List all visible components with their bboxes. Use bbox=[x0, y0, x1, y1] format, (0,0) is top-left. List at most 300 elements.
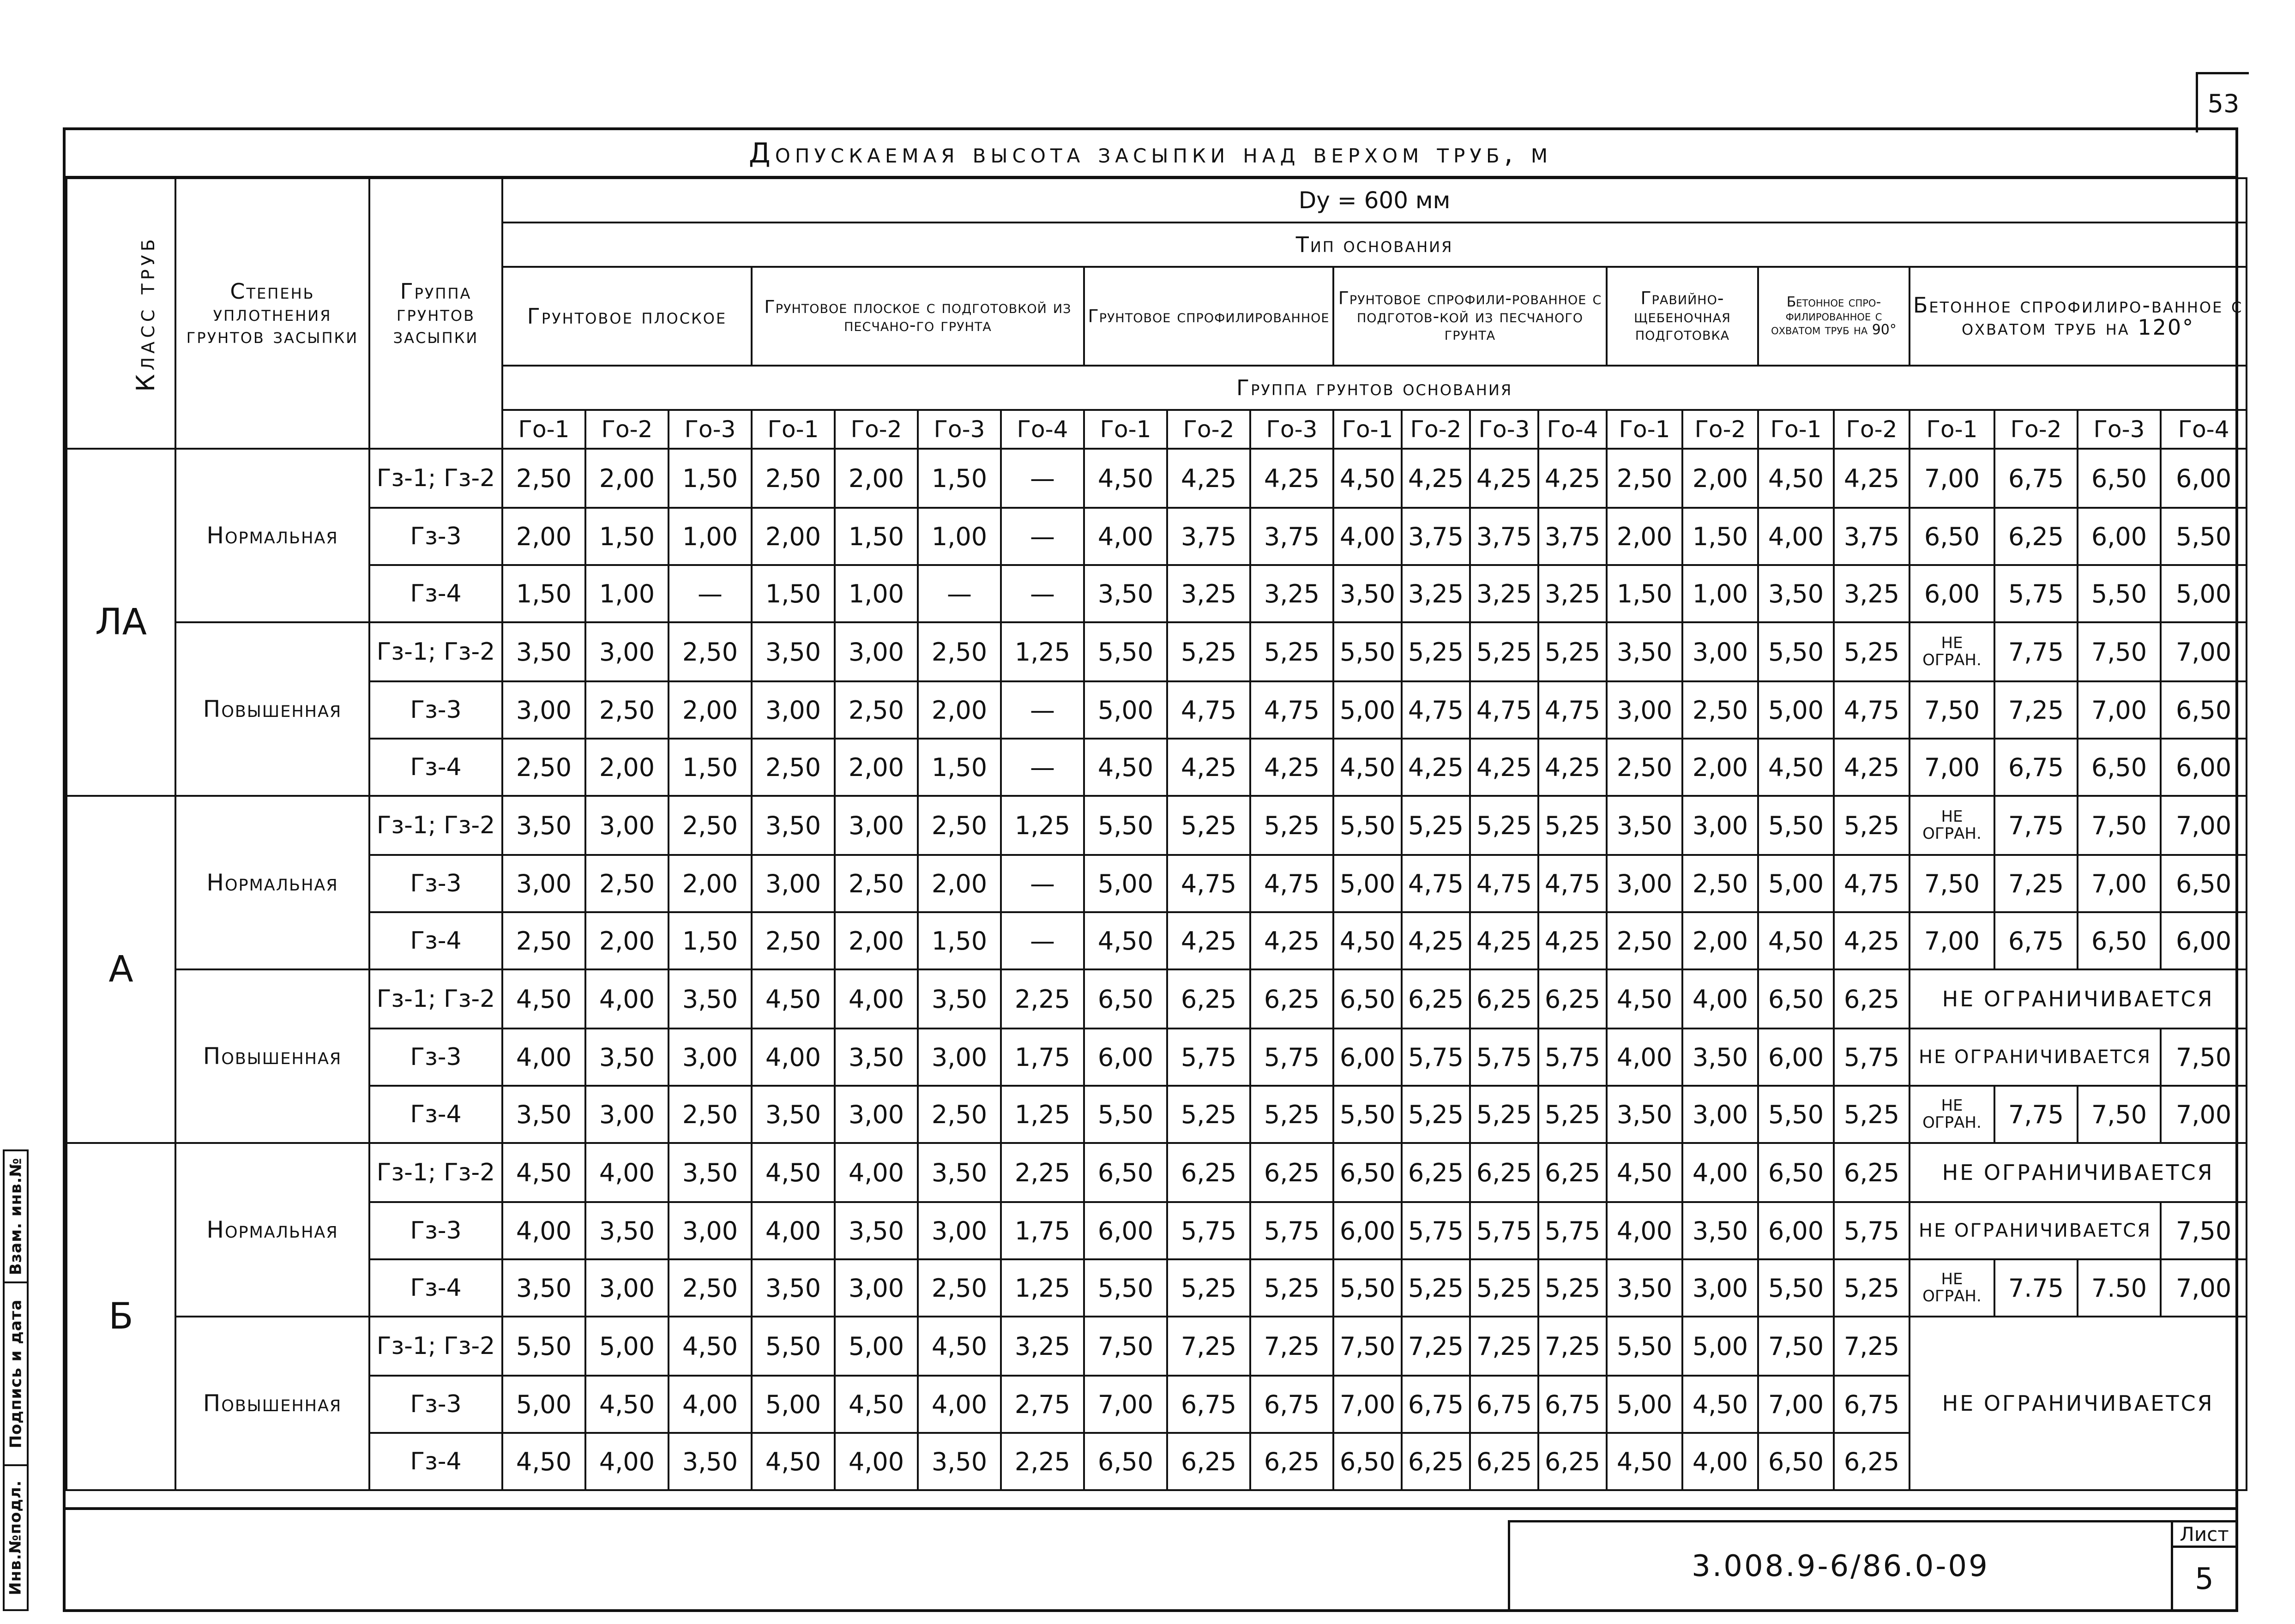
value-cell: 6,25 bbox=[1538, 969, 1607, 1029]
value-cell: 2,50 bbox=[752, 449, 835, 508]
value-cell: 3,00 bbox=[835, 1086, 918, 1143]
value-cell: — bbox=[1001, 912, 1084, 969]
value-cell: 2,50 bbox=[918, 622, 1001, 681]
pipe-class-3: Б bbox=[66, 1143, 175, 1490]
value-cell: 5,75 bbox=[1167, 1029, 1250, 1086]
value-cell: 2,25 bbox=[1001, 969, 1084, 1029]
value-cell: НЕ ОГРАН. bbox=[1909, 1259, 1994, 1317]
compaction-degree: Повышенная bbox=[175, 622, 369, 796]
value-cell: 5,50 bbox=[1333, 1259, 1402, 1317]
value-cell: 1,00 bbox=[1682, 565, 1758, 622]
value-cell: 3,50 bbox=[669, 1143, 752, 1202]
value-cell: 4,00 bbox=[1084, 508, 1167, 565]
value-cell: 5,50 bbox=[2078, 565, 2161, 622]
subheader-col-1: Го-1 bbox=[502, 410, 585, 449]
value-cell: 7,25 bbox=[1402, 1317, 1470, 1376]
value-cell: 4,00 bbox=[585, 1143, 669, 1202]
value-cell: — bbox=[1001, 565, 1084, 622]
value-cell: 5,50 bbox=[1084, 796, 1167, 855]
value-cell: 1,25 bbox=[1001, 1259, 1084, 1317]
value-cell: 5,00 bbox=[1084, 855, 1167, 912]
value-cell: 1,50 bbox=[752, 565, 835, 622]
value-cell: 5,25 bbox=[1167, 622, 1250, 681]
value-cell: 5,75 bbox=[1470, 1202, 1538, 1259]
not-limited-cell: НЕ ОГРАНИЧИВАЕТСЯ bbox=[1909, 1029, 2161, 1086]
value-cell: 4,00 bbox=[585, 969, 669, 1029]
value-cell: 2,50 bbox=[918, 1086, 1001, 1143]
value-cell: 4,25 bbox=[1538, 912, 1607, 969]
value-cell: 7,75 bbox=[1994, 796, 2078, 855]
value-cell: 4,50 bbox=[502, 1433, 585, 1490]
value-cell: 2,50 bbox=[585, 855, 669, 912]
value-cell: 2,00 bbox=[1682, 449, 1758, 508]
value-cell: 3,50 bbox=[918, 1143, 1001, 1202]
subheader-col-5: Го-2 bbox=[835, 410, 918, 449]
value-cell: 2,50 bbox=[1682, 681, 1758, 739]
value-cell: 4,25 bbox=[1250, 449, 1333, 508]
value-cell: 4,00 bbox=[1682, 1143, 1758, 1202]
value-cell: 5,75 bbox=[1834, 1202, 1909, 1259]
value-cell: 4,25 bbox=[1167, 739, 1250, 796]
value-cell: 5,75 bbox=[1994, 565, 2078, 622]
value-cell: 6,50 bbox=[1758, 1143, 1834, 1202]
value-cell: 3,50 bbox=[752, 622, 835, 681]
value-cell: 2,50 bbox=[835, 855, 918, 912]
value-cell: НЕ ОГРАН. bbox=[1909, 1086, 1994, 1143]
header-compaction: Степень уплотнения грунтов засыпки bbox=[175, 178, 369, 449]
value-cell: 3,00 bbox=[585, 622, 669, 681]
value-cell: 2,50 bbox=[669, 1259, 752, 1317]
header-base-type-7: Бетонное спрофилиро-ванное с охватом труб на 120° bbox=[1909, 267, 2247, 366]
value-cell: 2,00 bbox=[918, 855, 1001, 912]
value-cell: 4,00 bbox=[1607, 1202, 1682, 1259]
value-cell: 6,50 bbox=[1909, 508, 1994, 565]
value-cell: 4,00 bbox=[1758, 508, 1834, 565]
value-cell: 2,00 bbox=[669, 855, 752, 912]
value-cell: 4,50 bbox=[1682, 1376, 1758, 1433]
value-cell: 7,50 bbox=[1909, 855, 1994, 912]
subheader-col-6: Го-3 bbox=[918, 410, 1001, 449]
value-cell: 6,50 bbox=[1758, 969, 1834, 1029]
value-cell: 5,75 bbox=[1167, 1202, 1250, 1259]
value-cell: 4,00 bbox=[502, 1202, 585, 1259]
subheader-col-20: Го-2 bbox=[1994, 410, 2078, 449]
value-cell: 4,50 bbox=[585, 1376, 669, 1433]
value-cell: 4,75 bbox=[1402, 855, 1470, 912]
backfill-group: Гз-3 bbox=[369, 855, 502, 912]
value-cell: 5,75 bbox=[1834, 1029, 1909, 1086]
backfill-group: Гз-1; Гз-2 bbox=[369, 449, 502, 508]
value-cell: 1,50 bbox=[502, 565, 585, 622]
value-cell: 1,75 bbox=[1001, 1202, 1084, 1259]
value-cell: 3,50 bbox=[1607, 1259, 1682, 1317]
value-cell: 5,25 bbox=[1250, 622, 1333, 681]
value-cell: 6,25 bbox=[1402, 1433, 1470, 1490]
value-cell: 5,25 bbox=[1834, 622, 1909, 681]
value-cell: 2,00 bbox=[918, 681, 1001, 739]
value-cell: 1,50 bbox=[1682, 508, 1758, 565]
value-cell: 5,25 bbox=[1167, 1086, 1250, 1143]
value-cell: 3,00 bbox=[669, 1202, 752, 1259]
value-cell: 2,50 bbox=[1607, 912, 1682, 969]
value-cell: 7,00 bbox=[2161, 1259, 2247, 1317]
value-cell: 6,00 bbox=[2161, 739, 2247, 796]
backfill-height-table bbox=[66, 177, 2247, 1491]
pipe-class-1: ЛА bbox=[66, 449, 175, 796]
value-cell: 7,75 bbox=[1994, 1086, 2078, 1143]
value-cell: 6,50 bbox=[1084, 1433, 1167, 1490]
value-cell: 3,00 bbox=[918, 1029, 1001, 1086]
value-cell: 5,25 bbox=[1538, 1259, 1607, 1317]
value-cell: 6,50 bbox=[2161, 855, 2247, 912]
header-dy: Dу = 600 мм bbox=[502, 178, 2247, 223]
value-cell: 5,75 bbox=[1470, 1029, 1538, 1086]
value-cell: 3,50 bbox=[1607, 1086, 1682, 1143]
value-cell: 4,25 bbox=[1538, 449, 1607, 508]
value-cell: 1,50 bbox=[1607, 565, 1682, 622]
compaction-degree: Повышенная bbox=[175, 969, 369, 1143]
value-cell: 7,50 bbox=[2161, 1029, 2247, 1086]
stamp-signature-date: Подпись и дата bbox=[3, 1281, 29, 1466]
value-cell: 1,25 bbox=[1001, 1086, 1084, 1143]
value-cell: 6,75 bbox=[1538, 1376, 1607, 1433]
value-cell: 2,00 bbox=[835, 912, 918, 969]
value-cell: 3,50 bbox=[502, 1259, 585, 1317]
table-title: Допускаемая высота засыпки над верхом труб, м bbox=[66, 130, 2235, 178]
value-cell: — bbox=[669, 565, 752, 622]
subheader-col-17: Го-1 bbox=[1758, 410, 1834, 449]
value-cell: 6,25 bbox=[1250, 1433, 1333, 1490]
value-cell: 3,00 bbox=[502, 681, 585, 739]
value-cell: 3,25 bbox=[1402, 565, 1470, 622]
backfill-group: Гз-3 bbox=[369, 681, 502, 739]
value-cell: 3,75 bbox=[1470, 508, 1538, 565]
value-cell: 4,00 bbox=[1682, 1433, 1758, 1490]
not-limited-cell: НЕ ОГРАНИЧИВАЕТСЯ bbox=[1909, 1143, 2247, 1202]
value-cell: 7,75 bbox=[1994, 622, 2078, 681]
value-cell: 4,50 bbox=[1333, 912, 1402, 969]
value-cell: 5,75 bbox=[1538, 1029, 1607, 1086]
value-cell: 7.50 bbox=[2078, 1259, 2161, 1317]
value-cell: 5,25 bbox=[1402, 622, 1470, 681]
value-cell: 2,00 bbox=[835, 739, 918, 796]
value-cell: 5,75 bbox=[1250, 1202, 1333, 1259]
value-cell: 3,50 bbox=[752, 1086, 835, 1143]
value-cell: 7,00 bbox=[2161, 796, 2247, 855]
value-cell: 7,50 bbox=[2078, 1086, 2161, 1143]
backfill-group: Гз-1; Гз-2 bbox=[369, 622, 502, 681]
value-cell: 5,75 bbox=[1402, 1029, 1470, 1086]
backfill-group: Гз-4 bbox=[369, 1433, 502, 1490]
value-cell: 6,25 bbox=[1834, 1433, 1909, 1490]
value-cell: 5,25 bbox=[1402, 1086, 1470, 1143]
value-cell: 6,25 bbox=[1538, 1433, 1607, 1490]
value-cell: 1,25 bbox=[1001, 796, 1084, 855]
value-cell: 4,25 bbox=[1470, 739, 1538, 796]
value-cell: 2,25 bbox=[1001, 1433, 1084, 1490]
value-cell: 3,00 bbox=[1607, 681, 1682, 739]
value-cell: 5,00 bbox=[2161, 565, 2247, 622]
value-cell: 3,50 bbox=[585, 1202, 669, 1259]
value-cell: 6,25 bbox=[1402, 969, 1470, 1029]
value-cell: 4,25 bbox=[1834, 912, 1909, 969]
subheader-col-4: Го-1 bbox=[752, 410, 835, 449]
value-cell: 4,75 bbox=[1538, 855, 1607, 912]
value-cell: 6,50 bbox=[2078, 912, 2161, 969]
value-cell: 4,50 bbox=[1607, 1143, 1682, 1202]
value-cell: 4,50 bbox=[1084, 449, 1167, 508]
value-cell: 3,25 bbox=[1167, 565, 1250, 622]
header-base-type-5: Гравийно-щебеночная подготовка bbox=[1607, 267, 1758, 366]
value-cell: 3,00 bbox=[585, 1086, 669, 1143]
value-cell: 4,50 bbox=[502, 969, 585, 1029]
value-cell: 6,25 bbox=[1402, 1143, 1470, 1202]
value-cell: 6,00 bbox=[1084, 1202, 1167, 1259]
value-cell: 5,50 bbox=[1758, 796, 1834, 855]
value-cell: 5,25 bbox=[1250, 1086, 1333, 1143]
value-cell: 4,00 bbox=[752, 1202, 835, 1259]
value-cell: 5,50 bbox=[1758, 1259, 1834, 1317]
value-cell: 5,25 bbox=[1470, 796, 1538, 855]
value-cell: 7,50 bbox=[1084, 1317, 1167, 1376]
value-cell: 5,75 bbox=[1402, 1202, 1470, 1259]
value-cell: 4,50 bbox=[1607, 969, 1682, 1029]
value-cell: 3,00 bbox=[585, 1259, 669, 1317]
backfill-group: Гз-3 bbox=[369, 508, 502, 565]
value-cell: 5,25 bbox=[1402, 1259, 1470, 1317]
value-cell: 4,50 bbox=[752, 1433, 835, 1490]
value-cell: 6,75 bbox=[1402, 1376, 1470, 1433]
header-base-type-6: Бетонное спро-филированное с охватом труб на 90° bbox=[1758, 267, 1909, 366]
value-cell: 3,50 bbox=[752, 796, 835, 855]
value-cell: 6,25 bbox=[1834, 1143, 1909, 1202]
value-cell: 2,75 bbox=[1001, 1376, 1084, 1433]
value-cell: 2,00 bbox=[752, 508, 835, 565]
value-cell: 7,50 bbox=[2161, 1202, 2247, 1259]
value-cell: 5,75 bbox=[1538, 1202, 1607, 1259]
value-cell: 5,75 bbox=[1250, 1029, 1333, 1086]
header-pipe-class bbox=[66, 178, 175, 449]
backfill-group: Гз-1; Гз-2 bbox=[369, 1317, 502, 1376]
value-cell: 6,00 bbox=[2161, 449, 2247, 508]
value-cell: 7,25 bbox=[1538, 1317, 1607, 1376]
value-cell: 3,25 bbox=[1470, 565, 1538, 622]
value-cell: 6,00 bbox=[1909, 565, 1994, 622]
value-cell: 6,25 bbox=[1250, 1143, 1333, 1202]
value-cell: 5,25 bbox=[1538, 622, 1607, 681]
value-cell: 2,50 bbox=[835, 681, 918, 739]
value-cell: 2,00 bbox=[1607, 508, 1682, 565]
value-cell: 6,75 bbox=[1250, 1376, 1333, 1433]
value-cell: 3,50 bbox=[1758, 565, 1834, 622]
value-cell: 4,50 bbox=[1333, 449, 1402, 508]
value-cell: 5,50 bbox=[502, 1317, 585, 1376]
subheader-col-22: Го-4 bbox=[2161, 410, 2247, 449]
value-cell: 3,00 bbox=[918, 1202, 1001, 1259]
subheader-col-19: Го-1 bbox=[1909, 410, 1994, 449]
value-cell: 3,00 bbox=[835, 796, 918, 855]
value-cell: 3,75 bbox=[1538, 508, 1607, 565]
sheet-label: Лист bbox=[2171, 1520, 2235, 1548]
value-cell: 5,50 bbox=[1333, 622, 1402, 681]
value-cell: 6,25 bbox=[1250, 969, 1333, 1029]
value-cell: 4,25 bbox=[1402, 449, 1470, 508]
value-cell: — bbox=[1001, 681, 1084, 739]
compaction-degree: Повышенная bbox=[175, 1317, 369, 1490]
value-cell: 4,75 bbox=[1402, 681, 1470, 739]
value-cell: 3,50 bbox=[1682, 1202, 1758, 1259]
value-cell: 7,00 bbox=[1909, 739, 1994, 796]
value-cell: 5,00 bbox=[1333, 855, 1402, 912]
value-cell: 2,50 bbox=[669, 622, 752, 681]
value-cell: 3,00 bbox=[752, 681, 835, 739]
value-cell: 3,00 bbox=[1682, 1086, 1758, 1143]
backfill-group: Гз-4 bbox=[369, 1086, 502, 1143]
value-cell: 3,00 bbox=[502, 855, 585, 912]
subheader-col-12: Го-2 bbox=[1402, 410, 1470, 449]
value-cell: 6,50 bbox=[1758, 1433, 1834, 1490]
value-cell: 2,50 bbox=[752, 739, 835, 796]
value-cell: 5,00 bbox=[1758, 681, 1834, 739]
value-cell: 2,00 bbox=[502, 508, 585, 565]
not-limited-block: НЕ ОГРАНИЧИВАЕТСЯ bbox=[1909, 1317, 2247, 1490]
value-cell: 7,25 bbox=[1470, 1317, 1538, 1376]
value-cell: 2,50 bbox=[1607, 449, 1682, 508]
value-cell: 1,75 bbox=[1001, 1029, 1084, 1086]
value-cell: 1,50 bbox=[669, 449, 752, 508]
value-cell: 6,25 bbox=[1470, 1433, 1538, 1490]
value-cell: 1,50 bbox=[918, 739, 1001, 796]
value-cell: 5,00 bbox=[1758, 855, 1834, 912]
value-cell: 7.75 bbox=[1994, 1259, 2078, 1317]
value-cell: — bbox=[918, 565, 1001, 622]
backfill-group: Гз-3 bbox=[369, 1202, 502, 1259]
value-cell: 7,00 bbox=[2161, 1086, 2247, 1143]
value-cell: 6,25 bbox=[1470, 969, 1538, 1029]
value-cell: 5,25 bbox=[1402, 796, 1470, 855]
value-cell: 5,25 bbox=[1470, 1086, 1538, 1143]
value-cell: 5,25 bbox=[1167, 796, 1250, 855]
value-cell: 4,00 bbox=[585, 1433, 669, 1490]
sheet-number: 5 bbox=[2171, 1548, 2235, 1610]
value-cell: 4,00 bbox=[835, 1143, 918, 1202]
value-cell: 7,50 bbox=[2078, 622, 2161, 681]
stamp-replace-inv: Взам. инв.№ bbox=[3, 1149, 29, 1283]
value-cell: 1,50 bbox=[669, 912, 752, 969]
value-cell: 5,25 bbox=[1834, 1259, 1909, 1317]
subheader-col-7: Го-4 bbox=[1001, 410, 1084, 449]
value-cell: 1,50 bbox=[669, 739, 752, 796]
value-cell: 6,25 bbox=[1538, 1143, 1607, 1202]
value-cell: 7,50 bbox=[2078, 796, 2161, 855]
value-cell: 7,00 bbox=[1084, 1376, 1167, 1433]
value-cell: 6,00 bbox=[1758, 1029, 1834, 1086]
not-limited-cell: НЕ ОГРАНИЧИВАЕТСЯ bbox=[1909, 1202, 2161, 1259]
value-cell: 4,25 bbox=[1470, 449, 1538, 508]
value-cell: 6,50 bbox=[2078, 739, 2161, 796]
value-cell: 2,25 bbox=[1001, 1143, 1084, 1202]
value-cell: 5,00 bbox=[1682, 1317, 1758, 1376]
value-cell: 6,25 bbox=[1994, 508, 2078, 565]
value-cell: 3,75 bbox=[1167, 508, 1250, 565]
value-cell: 2,50 bbox=[1607, 739, 1682, 796]
value-cell: 2,50 bbox=[669, 1086, 752, 1143]
value-cell: 4,75 bbox=[1167, 681, 1250, 739]
subheader-col-11: Го-1 bbox=[1333, 410, 1402, 449]
subheader-col-3: Го-3 bbox=[669, 410, 752, 449]
value-cell: 3,50 bbox=[918, 969, 1001, 1029]
compaction-degree: Нормальная bbox=[175, 1143, 369, 1317]
header-base-type: Тип основания bbox=[502, 223, 2247, 267]
value-cell: 6,25 bbox=[1167, 1143, 1250, 1202]
value-cell: 4,50 bbox=[835, 1376, 918, 1433]
subheader-col-18: Го-2 bbox=[1834, 410, 1909, 449]
value-cell: 6,75 bbox=[1994, 912, 2078, 969]
value-cell: 4,50 bbox=[1084, 912, 1167, 969]
value-cell: 4,00 bbox=[1333, 508, 1402, 565]
value-cell: 5,50 bbox=[1758, 1086, 1834, 1143]
value-cell: 2,50 bbox=[669, 796, 752, 855]
value-cell: 5,25 bbox=[1834, 1086, 1909, 1143]
value-cell: 6,25 bbox=[1470, 1143, 1538, 1202]
value-cell: 4,00 bbox=[752, 1029, 835, 1086]
value-cell: 2,50 bbox=[585, 681, 669, 739]
value-cell: 4,00 bbox=[918, 1376, 1001, 1433]
value-cell: 1,25 bbox=[1001, 622, 1084, 681]
value-cell: 3,25 bbox=[1250, 565, 1333, 622]
value-cell: 3,50 bbox=[1607, 622, 1682, 681]
value-cell: 2,00 bbox=[669, 681, 752, 739]
header-pipe-class-text: Класс труб bbox=[131, 235, 160, 392]
value-cell: 1,00 bbox=[918, 508, 1001, 565]
value-cell: 3,00 bbox=[1682, 1259, 1758, 1317]
value-cell: 4,00 bbox=[502, 1029, 585, 1086]
value-cell: 3,25 bbox=[1001, 1317, 1084, 1376]
backfill-group: Гз-1; Гз-2 bbox=[369, 1143, 502, 1202]
value-cell: 6,75 bbox=[1167, 1376, 1250, 1433]
value-cell: — bbox=[1001, 855, 1084, 912]
value-cell: 3,75 bbox=[1834, 508, 1909, 565]
value-cell: 4,75 bbox=[1470, 681, 1538, 739]
value-cell: 5,00 bbox=[752, 1376, 835, 1433]
header-base-type-3: Грунтовое спрофилированное bbox=[1084, 267, 1333, 366]
value-cell: 6,00 bbox=[1333, 1202, 1402, 1259]
value-cell: 6,25 bbox=[1167, 969, 1250, 1029]
value-cell: 6,50 bbox=[1333, 1433, 1402, 1490]
subheader-col-21: Го-3 bbox=[2078, 410, 2161, 449]
subheader-col-10: Го-3 bbox=[1250, 410, 1333, 449]
value-cell: 5,50 bbox=[1758, 622, 1834, 681]
value-cell: 6,50 bbox=[1084, 1143, 1167, 1202]
value-cell: 6,00 bbox=[1084, 1029, 1167, 1086]
value-cell: 5,25 bbox=[1834, 796, 1909, 855]
value-cell: 4,50 bbox=[1084, 739, 1167, 796]
value-cell: 2,00 bbox=[585, 449, 669, 508]
value-cell: НЕ ОГРАН. bbox=[1909, 796, 1994, 855]
compaction-degree: Нормальная bbox=[175, 796, 369, 969]
value-cell: 5,50 bbox=[1084, 1086, 1167, 1143]
value-cell: 5,00 bbox=[585, 1317, 669, 1376]
value-cell: 3,50 bbox=[669, 969, 752, 1029]
value-cell: 7,25 bbox=[1250, 1317, 1333, 1376]
value-cell: 3,50 bbox=[1084, 565, 1167, 622]
pipe-class-2: А bbox=[66, 796, 175, 1143]
value-cell: 7,00 bbox=[1909, 912, 1994, 969]
value-cell: 4,50 bbox=[752, 1143, 835, 1202]
header-base-type-4: Грунтовое спрофили-рованное с подготов-кой из песчаного грунта bbox=[1333, 267, 1607, 366]
value-cell: 3,25 bbox=[1834, 565, 1909, 622]
value-cell: 7,00 bbox=[1333, 1376, 1402, 1433]
